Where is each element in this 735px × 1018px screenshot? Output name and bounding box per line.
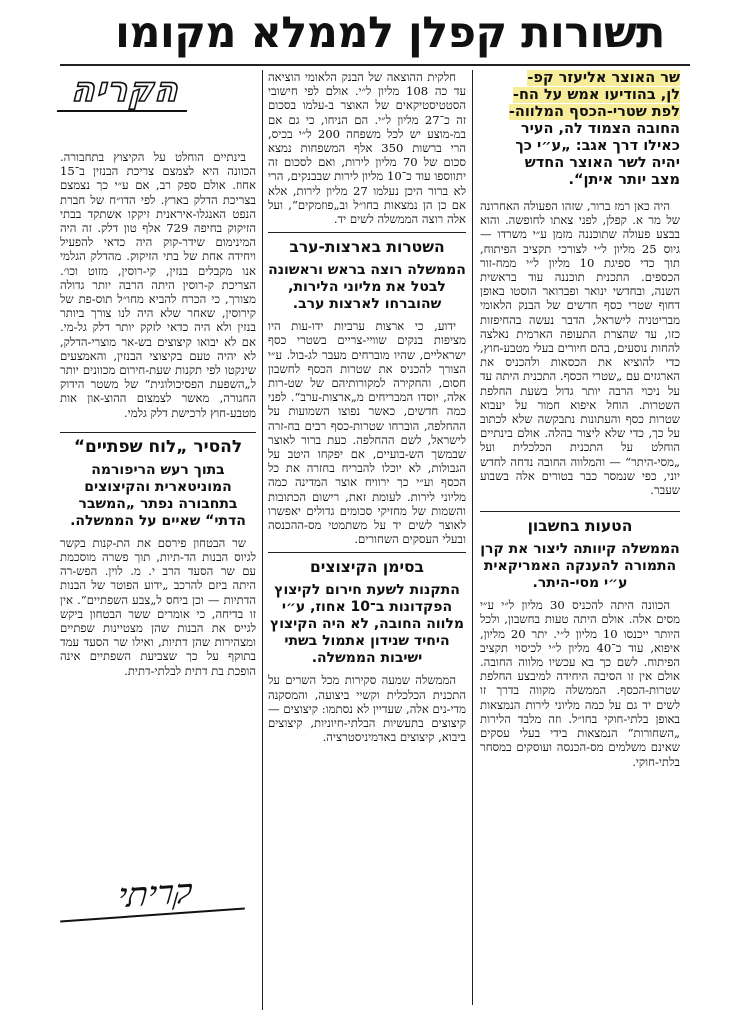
lead-line (480, 138, 680, 155)
section-heading: הטעות בחשבון (480, 511, 680, 536)
article-body: ידוע, כי ארצות ערביות ידו-עות היו מציפות בנקים שוויי-צריים בשטרי כסף ישראליים, שהיו מוברחים מעבר לג-בול. ע״י הצורך להכניס את שטרות הכסף לחשבון חסום, והחקירה למקורותיהם של שט-רות אלה, יוסדו המבריחים מ„ארצות-ערב“. לפני כמה חדשים, כאשר נפוצו השמועות על ההחלפה, הוברחו שטרות-כסף רבים בח-זרה לישראל, לשם ההחלפה. כעת ברור לאוצר שבמשך הש-בועיים, אם יפקחו היטב על הגבולות, לא יוכלו להבריח בחזרה את כל הכסף וע״י כך ירוויח אוצר המדינה כמה מליוני לירות. לעומת זאת, רישום הכתובות והשמות של מחזיקי סכומים גדולים יאפשרו לאוצר לשים יד על משתמטי מס-ההכנסה ובעלי העסקים השחורים. (268, 319, 466, 547)
headline: תשורות קפלן לממלא מקומו (115, 8, 665, 58)
kiriya-logo (57, 70, 197, 112)
section-lead: הממשלה קיוותה ליצור את קרן התמורה להענקה האמריקאית ע״י מסי-היתר. (480, 541, 680, 592)
lead-line-text: לן, בהודיעו אמש על הח- (512, 87, 680, 103)
article-body: היה כאן רמז ברור, שזהו הפעולה האחרונה של מר א. קפלן, לפני צאתו לחופשה. והוא בבצע פעולה שתוכננה מזמן ע״י משרדו — גיוס 25 מליון ל״י לצורכי תקציב הפיתוח, תוך כדי ספיגת 10 מליון ל״י ממח-זור הכספים. התכנית תוכננה עוד בראשית השנה, ובחדשי ינואר ופברואר הוסטו באופן דחוף שטרי כסף חדשים של הבנק הלאומי מבריטניה לישראל, הדבר נעשה בהחיפזות כזו, עד שהצרת התעופה הארמית נאלצה להחות נוסעים, בהם חיורים בעלי מטבע-חוץ, כדי להוציא את הכסאות ולהכניס את הארגזים עם „שטרי הכסף. התכנית היתה עד על ניכוי הרבה יותר גדול בשעת החלפת השטרות. הוחל איפוא חמור על יעבוא שטרות כסף והעתונות נתבקשה שלא לכתוב על כך, כדי שלא ליצור בהלה. אולם בינתיים הוחלט על התכנית הכלכלית ועל „מסי-היתר“ — והמלווה החובה נדחה לחדש יוני, כפי שנמסר כבר בטורים אלה בשבוע שעבר. (480, 199, 680, 498)
lead-line (480, 121, 680, 138)
section-lead: התקנות לשעת חירום לקיצוץ הפקדונות ב־10 אחוז, ע״י מלווה החובה, לא היה הקיצוץ היחיד שנידון אתמול בשתי ישיבות הממשלה. (269, 582, 465, 667)
lead-line (480, 172, 680, 189)
section-lead: בתוך רעש הריפורמה המוניטארית והקיצוצים בתחבורה נפתר „המשבר הדתי“ שאיים על הממשלה. (70, 461, 246, 529)
lead-line-text: לפת שטרי-הכסף המלווה- (508, 104, 680, 120)
article-body: בינתיים הוחלט על הקיצוץ בתחבורה. הכוונה היא לצמצם צריכת הבנזין ב־15 אחוז. אולם ספק רב, אם ע״י כך נצמצם בצריכת הדלק בארץ. לפי הדו״ח של חברת הנפט האנגלו-איראנית זיקקו אשתקד בבתי הזיקוק בחיפה 729 אלף טון דלק. זה היה המינימום שידר-קוק היה כדאי להפעיל ויחידה אחת של בתי הזיקוק. מהדלק הגלמי אנו מקבלים בנזין, קי-רוסין, מזוט וכו׳. הצריכת ק-רוסין היתה הרבה יותר גדולה מצורך, כי הכרח להביא מחו״ל תוס-פת של קירוסין, שאחר שלא היה לנו צורך ביותר בנזין ולא היה כדאי לזקק יותר דלק גל-מי. אם לא יבואו קיצוצים בש-אר מוצרי-הדלק, לא יהיה טעם בקיצוצי הבנזין, והאמצעים שינקטו לפי תקנות שעת-חירום מכוונים יותר ל„השפעת הפסיכולוגית“ של משטר הידוק החגורה, מאשר לצמצום ההוצ-און אות מטבע-חוץ לרכישת דלק גלמי. (60, 150, 256, 420)
column-divider (262, 70, 263, 1010)
section-heading: השטרות בארצות-ערב (268, 232, 466, 257)
lead-paragraph (480, 70, 680, 189)
lead-line (480, 70, 680, 87)
column-divider (472, 70, 473, 1005)
lead-line-text: כאילו דרך אגב: „ע״י כך (515, 138, 680, 154)
lead-line (480, 87, 680, 104)
lead-line-text: מצב יותר איתן“. (568, 172, 680, 188)
lead-line-text: שר האוצר אליעזר קפ- (527, 70, 680, 86)
lead-line (480, 104, 680, 121)
column-middle (268, 70, 466, 1010)
column-right (480, 70, 680, 1005)
author-signature: קריתי (115, 871, 195, 917)
article-body: הכוונה היתה להכניס 30 מליון ל״י ע״י מסים אלה. אולם היתה טעות בחשבון, ולכל היותר ייכנסו 10 מליון ל״י. יתר 20 מליון, איפוא, עוד כ־40 מליון ל״י לכיסוי תקציב הפיתוח. לשם כך בא עכשיו מלווה החובה. אולם אין זו הסיבה היחידה למיבצע החלפת שטרות-הכסף. הממשלה מקווה בדרך זו לשים יד גם על כמה מליוני לירות הנמצאות באופן בלתי-חוקי בחו״ל. וזה מלבד הלירות „השחורות“ הנמצאות בידי בעלי עסקים שאינם משלמים מס-הכנסה ועוסקים במסחר בלתי-חוקי. (480, 598, 680, 769)
column-left (60, 150, 256, 862)
lead-line-text: החובה הצמוד לה, העיר (520, 121, 680, 137)
headline-rule (60, 64, 690, 66)
article-body: הממשלה שמעה סקירות מכל השרים על התכנית הכלכלית וקשיי ביצועה, והמסקנה מדי-נים אלה, שעדיין לא נסתמו: קיצוצים — קיצוצים בתעשיות הבלתי-חיוניות, קיצוצים ביבוא, קיצוצים באדמיניסטרציה. (268, 673, 466, 745)
kiriya-logo-text: הקריה (68, 70, 186, 110)
article-body: חלקית ההוצאה של הבנק הלאומי הוציאה עד כה 108 מליון ל״י. אולם לפי חישובי הסטטיסטיקאים של האוצר ב-עלמו בסכום זה כ־27 מליון ל״י. הם הניחו, כי גם אם במ-מוצע יש לכל משפחה 200 ל״י בכיס, הרי ברשות 350 אלף המשפחות נמצא סכום של 70 מליון לירות, ואם לסכום זה יתווספו עוד כ־10 מליון לירות שבבנקים, הרי לא ברור היכן נעלמו 27 מליון לירות, אלא אם כן הן נמצאות בחו״ל וב„פוזמקים“, ועל אלה רוצה הממשלה לשים יד. (268, 70, 466, 227)
section-heading: בסימן הקיצוצים (268, 552, 466, 577)
section-heading: להסיר „לוח שפתיים“ (60, 432, 256, 457)
lead-line-text: יהיה לשר האוצר החדש (524, 155, 680, 171)
article-body: שר הבטחון פירסם את הת-קנות בקשר לגיוס הבנות הד-תיות, תוך פשרה מוסכמת עם שר הסעד הרב י. מ. לוין. הפש-רה היתה ביזם להרכב „ידוע הפוטר של הבנות הדתיות — וכן ביחס ל„צבע השפתיים“. אין זו בדיחה, כי אומרים ששר הבטחון ביקש לגייס את הבנות שהן מצטיינות שפתיים ומצהירות שהן דתיות, ואילו שר הסעד עמד בתוקף על כך שצביעת השפתיים אינה הופכת בת דתית לבלתי-דתית. (60, 535, 256, 678)
section-lead: הממשלה רוצה בראש וראשונה לבטל את מליוני הלירות, שהוברחו לארצות ערב. (268, 262, 466, 313)
lead-line (480, 155, 680, 172)
